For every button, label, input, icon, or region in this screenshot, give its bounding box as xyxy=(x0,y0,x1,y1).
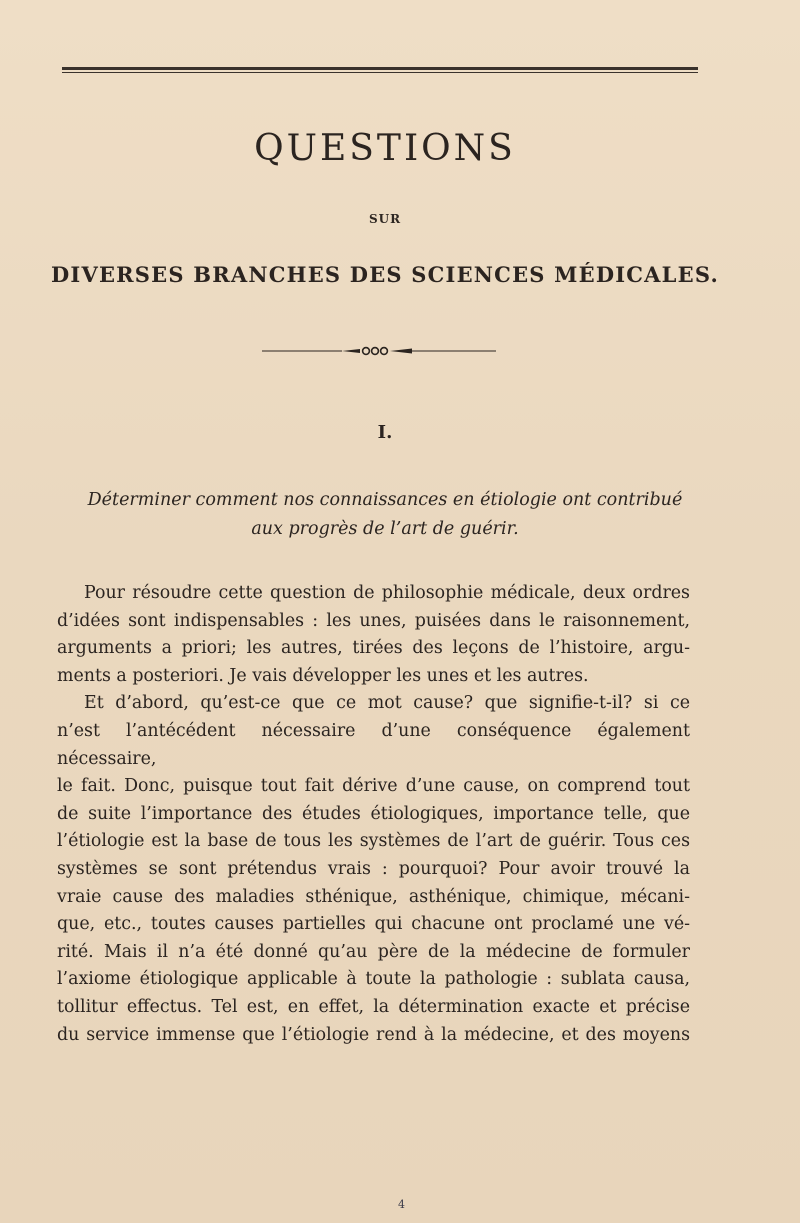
page-title: QUESTIONS xyxy=(254,128,516,169)
body-line: de suite l’importance des études étiologiques, importance telle, que xyxy=(57,803,690,824)
ornament-divider-icon xyxy=(262,344,496,358)
signature-mark: 4 xyxy=(398,1198,405,1211)
body-line: l’axiome étiologique applicable à toute la pathologie : sublata causa, xyxy=(57,969,690,990)
section-number: I. xyxy=(377,422,393,443)
body-line: n’est l’antécédent nécessaire d’une conséquence également nécessaire, xyxy=(57,720,690,769)
body-line: que, etc., toutes causes partielles qui chacune ont proclamé une vé- xyxy=(57,914,690,935)
body-line: du service immense que l’étiologie rend à la médecine, et des moyens xyxy=(57,1024,690,1045)
page-subtitle: DIVERSES BRANCHES DES SCIENCES MÉDICALES. xyxy=(51,262,719,287)
body-text xyxy=(57,580,690,1049)
body-line: systèmes se sont prétendus vrais : pourquoi? Pour avoir trouvé la xyxy=(57,858,690,879)
body-line: le fait. Donc, puisque tout fait dérive d’une cause, on comprend tout xyxy=(57,776,690,797)
question-line-2: aux progrès de l’art de guérir. xyxy=(251,519,519,539)
top-rule-thin xyxy=(62,72,698,73)
body-line: d’idées sont indispensables : les unes, puisées dans le raisonnement, xyxy=(57,610,690,631)
section-question xyxy=(80,486,690,544)
question-line-1: Déterminer comment nos connaissances en étiologie ont contribué xyxy=(87,490,683,510)
body-line: l’étiologie est la base de tous les systèmes de l’art de guérir. Tous ces xyxy=(57,831,690,852)
body-line: Pour résoudre cette question de philosophie médicale, deux ordres xyxy=(84,583,690,603)
top-double-rule xyxy=(62,67,698,75)
top-rule-thick xyxy=(62,67,698,70)
body-line: vraie cause des maladies sthénique, asthénique, chimique, mécani- xyxy=(57,886,690,907)
body-line: rité. Mais il n’a été donné qu’au père de la médecine de formuler xyxy=(57,941,690,962)
body-line: tollitur effectus. Tel est, en effet, la détermination exacte et précise xyxy=(57,996,690,1017)
body-line: Et d’abord, qu’est-ce que ce mot cause? que signifie-t-il? si ce xyxy=(84,693,690,714)
body-line: ments a posteriori. Je vais développer les unes et les autres. xyxy=(57,665,589,686)
title-connector: SUR xyxy=(368,212,402,226)
body-line: arguments a priori; les autres, tirées des leçons de l’histoire, argu- xyxy=(57,638,690,659)
